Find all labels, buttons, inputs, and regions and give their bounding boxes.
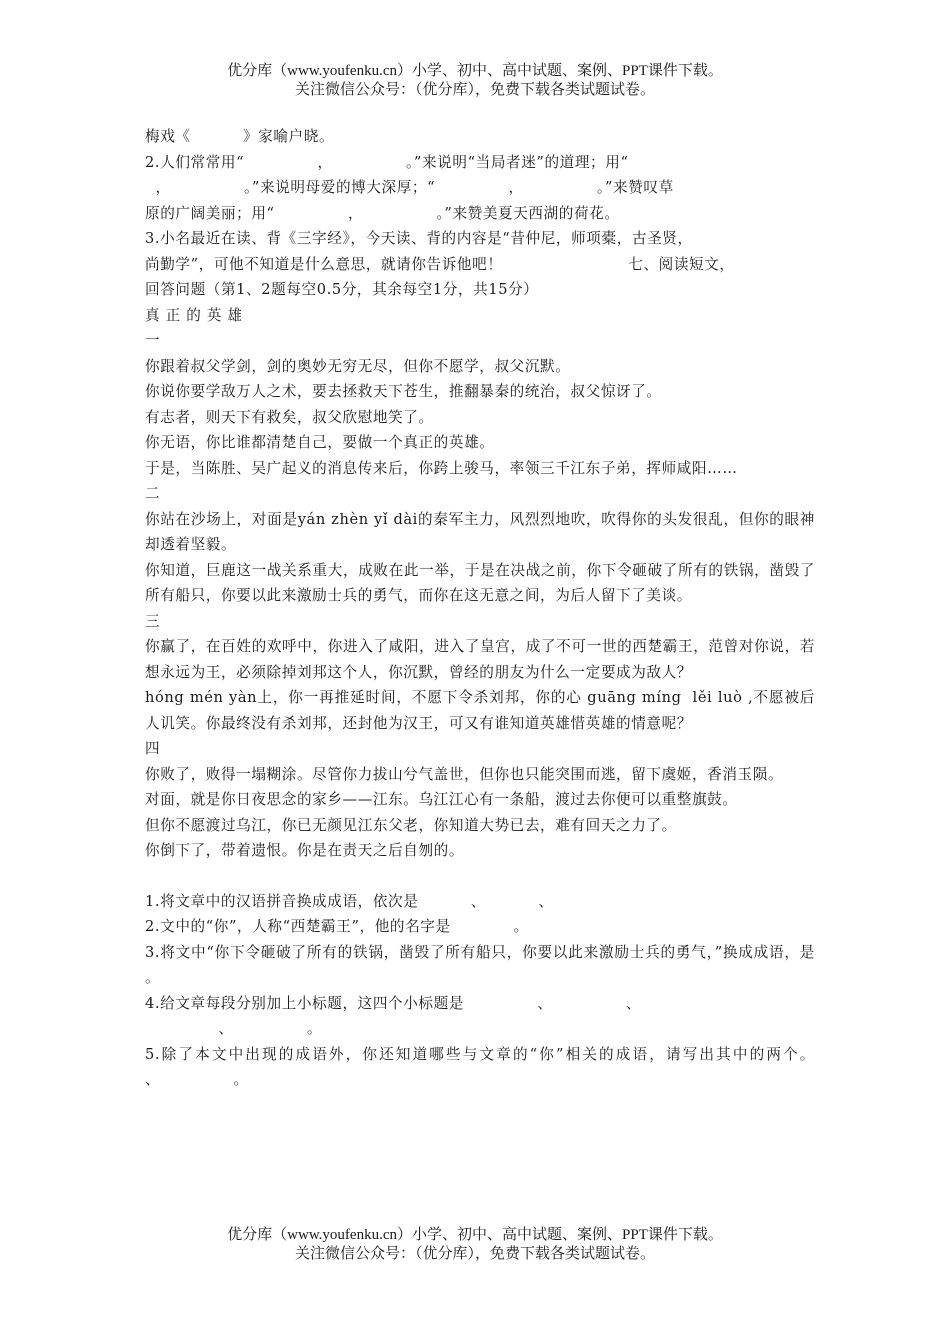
upper-line-2: 2.人们常常用“ ， 。”来说明“当局者迷”的道理；用“ [145, 153, 629, 171]
upper-line-7: 回答问题（第1、2题每空0.5分，其余每空1分，共15分） [145, 281, 539, 298]
section-heading-3: 三 [145, 612, 161, 630]
article-paragraph: 你跟着叔父学剑，剑的奥妙无穷无尽，但你不愿学，叔父沉默。 [145, 357, 571, 375]
upper-line-1: 梅戏《 》家喻户晓。 [145, 128, 335, 145]
question-4-continued: 、 。 [145, 1020, 323, 1037]
article-paragraph: 对面，就是你日夜思念的家乡——江东。乌江江心有一条船，渡过去你便可以重整旗鼓。 [145, 791, 738, 808]
blank-spacer [145, 864, 815, 889]
page-footer [0, 1226, 950, 1264]
article-paragraph: 但你不愿渡过乌江，你已无颜见江东父老，你知道大势已去，难有回天之力了。 [145, 816, 677, 834]
document-body [145, 124, 889, 1093]
upper-line-4: 原的广阔美丽；用“ ， 。”来赞美夏天西湖的荷花。 [145, 204, 620, 222]
section-heading-2: 二 [145, 485, 161, 502]
article-paragraph: 你赢了，在百姓的欢呼中，你进入了咸阳，进入了皇宫，成了不可一世的西楚霸王，范曾对你说，若想永远为王，必须除掉刘邦这个人，你沉默，曾经的朋友为什么一定要成为敌人？ [145, 638, 815, 681]
header-line-1: 优分库（www.youfenku.cn）小学、初中、高中试题、案例、PPT课件下载。 [227, 63, 723, 79]
article-paragraph: 你败了，败得一塌糊涂。尽管你力拔山兮气盖世，但你也只能突围而逃，留下虞姬，香消玉陨。 [145, 765, 784, 783]
article-paragraph: 你知道，巨鹿这一战关系重大，成败在此一举，于是在决战之前，你下令砸破了所有的铁锅，凿毁了所有船只，你要以此来激励士兵的勇气，而你在这无意之间，为后人留下了美谈。 [145, 561, 815, 604]
article-paragraph: 你说你要学敌万人之术，要去拯救天下苍生，推翻暴秦的统治，叔父惊讶了。 [145, 383, 662, 400]
page-header [0, 62, 950, 100]
article-paragraph: 有志者，则天下有救矣，叔父欣慰地笑了。 [145, 408, 434, 426]
article-paragraph: 你倒下了，带着遗恨。你是在责天之后自刎的。 [145, 842, 465, 859]
article-paragraph: 你站在沙场上，对面是yán zhèn yǐ dài的秦军主力，风烈烈地吹，吹得你的头发很乱，但你的眼神却透着坚毅。 [145, 510, 815, 553]
upper-line-3: ， 。”来说明母爱的博大深厚；“ ， 。”来赞叹草 [145, 179, 674, 196]
upper-line-5: 3.小名最近在读、背《三字经》，今天读、背的内容是“昔仲尼，师项橐，古圣贤， [145, 230, 693, 247]
question-1: 1.将文章中的汉语拼音换成成语，依次是 、 、 [145, 892, 554, 910]
article-paragraph: 你无语，你比谁都清楚自己，要做一个真正的英雄。 [145, 434, 495, 451]
question-3: 3.将文中“你下令砸破了所有的铁锅，凿毁了所有船只，你要以此来激励士兵的勇气，”换成成语，是 。 [145, 943, 878, 986]
upper-line-6: 尚勤学”，可他不知道是什么意思，就请你告诉他吧！ 七、阅读短文， [145, 255, 735, 273]
article-paragraph: hóng mén yàn上，你一再推延时间，不愿下令杀刘邦，你的心 guāng míng lěi luò ,不愿被后人讥笑。你最终没有杀刘邦，还封他为汉王，可又有谁知道英雄惜英雄的情意呢？ [145, 689, 815, 732]
footer-line-2: 关注微信公众号：（优分库），免费下载各类试题试卷。 [294, 1246, 655, 1262]
article-paragraph: 于是，当陈胜、吴广起义的消息传来后，你跨上骏马，率领三千江东子弟，挥师咸阳…… [145, 459, 738, 477]
question-5: 5.除了本文中出现的成语外，你还知道哪些与文章的“你”相关的成语，请写出其中的两个。 、 。 [145, 1045, 889, 1088]
question-4: 4.给文章每段分别加上小标题，这四个小标题是 、 、 [145, 994, 642, 1012]
article-title: 真正的英雄 [145, 306, 248, 324]
section-heading-1: 一 [145, 332, 161, 349]
header-line-2: 关注微信公众号：（优分库），免费下载各类试题试卷。 [294, 82, 655, 98]
section-heading-4: 四 [145, 740, 161, 757]
footer-line-1: 优分库（www.youfenku.cn）小学、初中、高中试题、案例、PPT课件下载。 [227, 1227, 723, 1243]
question-2: 2.文中的“你”，人称“西楚霸王”，他的名字是 。 [145, 918, 529, 935]
